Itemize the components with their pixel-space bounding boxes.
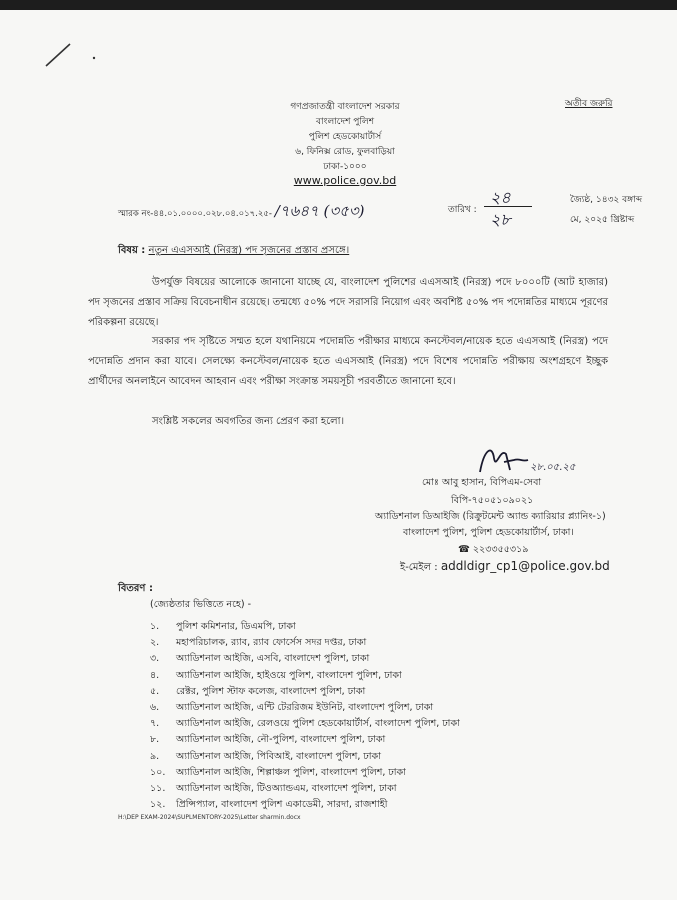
document-page: [0, 10, 677, 900]
distribution-item-text: অ্যাডিশনাল আইজি, শিল্পাঞ্চল পুলিশ, বাংলাদেশ পুলিশ, ঢাকা: [176, 766, 406, 778]
signature-name: মোঃ আবু হাসান, বিপিএম-সেবা: [422, 477, 542, 488]
pen-mark: [40, 40, 100, 80]
distribution-label: বিতরণ :: [118, 583, 153, 594]
distribution-item-number: ১২.: [150, 799, 166, 811]
distribution-item-number: ৮.: [150, 734, 160, 746]
distribution-item-text: অ্যাডিশনাল আইজি, টিওঅ্যান্ডএম, বাংলাদেশ পুলিশ, ঢাকা: [176, 783, 397, 794]
memo-handwritten-number: /৭৬৪৭ (৩৫৩): [274, 202, 365, 220]
distribution-item-text: অ্যাডিশনাল আইজি, এসবি, বাংলাদেশ পুলিশ, ঢাকা: [176, 653, 370, 665]
date-english-month-year: মে, ২০২৫ খ্রিষ্টাব্দ: [570, 215, 635, 225]
date-label: তারিখ :: [448, 205, 477, 215]
distribution-item: [150, 782, 396, 797]
signature-phone: ২২৩৩৫৫৩১৯: [472, 544, 529, 555]
distribution-item: [150, 717, 460, 732]
distribution-item-number: ৫.: [150, 685, 160, 697]
letterhead-line4: ৬, ফিনিক্স রোড, ফুলবাড়িয়া: [295, 147, 395, 157]
distribution-item-number: ৭.: [150, 718, 160, 730]
subject-text: নতুন এএসআই (নিরস্ত্র) পদ সৃজনের প্রস্তাব প্রসঙ্গে।: [148, 245, 350, 256]
distribution-item: [150, 636, 366, 651]
distribution-item-number: ১.: [150, 621, 160, 632]
subject-line: [118, 243, 349, 260]
date-english-day: ২৮: [490, 210, 511, 229]
distribution-item: [150, 620, 296, 635]
letterhead-line2: বাংলাদেশ পুলিশ: [315, 117, 375, 127]
distribution-item: [150, 669, 402, 684]
email-label: ই-মেইল :: [400, 562, 438, 573]
subject-label: বিষয় :: [118, 245, 146, 256]
distribution-item-text: পুলিশ কমিশনার, ডিএমপি, ঢাকা: [176, 621, 296, 632]
distribution-item-text: রেক্টর, পুলিশ স্টাফ কলেজ, বাংলাদেশ পুলিশ, ঢাকা: [176, 685, 366, 697]
distribution-item-number: ২.: [150, 637, 160, 649]
distribution-item: [150, 701, 433, 716]
distribution-item-number: ১০.: [150, 766, 166, 778]
distribution-item: [150, 733, 385, 748]
signature-office: বাংলাদেশ পুলিশ, পুলিশ হেডকোয়ার্টার্স, ঢাকা।: [403, 527, 574, 538]
distribution-note: (জ্যেষ্ঠতার ভিত্তিতে নহে) -: [150, 599, 252, 610]
body-paragraph-2: সরকার পদ সৃষ্টিতে সম্মত হলে যথানিয়মে পদোন্নতি পরীক্ষার মাধ্যমে কনস্টেবল/নায়েক হতে এএসআই (নিরস্ত্র) পদে পদোন্নতি প্রদান করা যাবে। সেলক্ষ্যে কনস্টেবল/নায়েক হতে এএসআই (নিরস্ত্র) পদে বিশেষ পদোন্নতি পরীক্ষায় অংশগ্রহণে ইচ্ছুক প্রার্থীদের অনলাইনে আবেদন আহবান এবং পরীক্ষা সংক্রান্ত সময়সূচী পরবর্তীতে জানানো হবে।: [88, 336, 608, 387]
signature-designation: অ্যাডিশনাল ডিআইজি (রিক্রুটমেন্ট অ্যান্ড ক্যারিয়ার প্ল্যানিং-১): [375, 511, 606, 522]
signature-email[interactable]: addldigr_cp1@police.gov.bd: [440, 559, 610, 573]
distribution-item-number: ৯.: [150, 750, 160, 762]
distribution-item-text: প্রিন্সিপ্যাল, বাংলাদেশ পুলিশ একাডেমী, সারদা, রাজশাহী: [176, 799, 388, 811]
body-paragraph-1: উপর্যুক্ত বিষয়ের আলোকে জানানো যাচ্ছে যে, বাংলাদেশ পুলিশের এএসআই (নিরস্ত্র) পদে ৮০০০টি (আট হাজার) পদ সৃজনের প্রস্তাব সক্রিয় বিবেচনাধীন রয়েছে। তন্মধ্যে ৫০% পদে সরাসরি নিয়োগ এবং অবশিষ্ট ৫০% পদ পদোন্নতির মাধ্যমে পূরণের পরিকল্পনা রয়েছে।: [88, 277, 608, 328]
body-paragraph-3: সংশ্লিষ্ট সকলের অবগতির জন্য প্রেরণ করা হলো।: [152, 416, 345, 427]
signature-email-line: [400, 559, 610, 577]
distribution-item-text: অ্যাডিশনাল আইজি, নৌ-পুলিশ, বাংলাদেশ পুলিশ, ঢাকা: [176, 734, 386, 746]
distribution-item-text: অ্যাডিশনাল আইজি, পিবিআই, বাংলাদেশ পুলিশ, ঢাকা: [176, 750, 381, 762]
distribution-item-text: মহাপরিচালক, র‍্যাব, র‍্যাব ফোর্সেস সদর দপ্তর, ঢাকা: [176, 637, 367, 649]
letterhead-line5: ঢাকা-১০০০: [323, 162, 367, 172]
distribution-item: [150, 652, 369, 667]
letterhead-line1: গণপ্রজাতন্ত্রী বাংলাদেশ সরকার: [290, 102, 400, 112]
footer-file-path: H:\DEP EXAM-2024\SUPLMENTORY-2025\Letter sharmin.docx: [118, 814, 301, 821]
distribution-item: [150, 750, 381, 765]
letterhead-line3: পুলিশ হেডকোয়ার্টার্স: [308, 132, 382, 142]
distribution-item-number: ১১.: [150, 783, 166, 794]
distribution-item: [150, 798, 387, 813]
signature-phone-line: [458, 543, 528, 558]
distribution-item: [150, 766, 406, 781]
date-bangla-month-year: জ্যৈষ্ঠ, ১৪৩২ বঙ্গাব্দ: [570, 195, 643, 205]
letterhead-website[interactable]: www.police.gov.bd: [293, 174, 397, 187]
distribution-item-number: ৩.: [150, 653, 160, 665]
priority-label: অতীব জরুরি: [565, 99, 613, 109]
distribution-item-text: অ্যাডিশনাল আইজি, রেলওয়ে পুলিশ হেডকোয়ার্টার্স, বাংলাদেশ পুলিশ, ঢাকা: [176, 718, 460, 730]
distribution-item-text: অ্যাডিশনাল আইজি, এন্টি টেররিজম ইউনিট, বাংলাদেশ পুলিশ, ঢাকা: [176, 702, 434, 713]
distribution-item-number: ৪.: [150, 669, 160, 681]
phone-icon: ☎: [458, 544, 470, 555]
signature-date: ২৮.০৫.২৫: [530, 462, 576, 473]
distribution-item: [150, 685, 365, 700]
date-bangla-day: ২৪: [490, 188, 511, 207]
distribution-item-text: অ্যাডিশনাল আইজি, হাইওয়ে পুলিশ, বাংলাদেশ পুলিশ, ঢাকা: [176, 669, 402, 681]
signature-bp-no: বিপি-৭৫০৫১০৯০২১: [451, 495, 534, 506]
distribution-item-number: ৬.: [150, 702, 160, 713]
memo-prefix: স্মারক নং-৪৪.০১.০০০০.০২৮.০৪.০১৭.২৫-: [118, 209, 272, 219]
memo-number: [118, 200, 364, 225]
